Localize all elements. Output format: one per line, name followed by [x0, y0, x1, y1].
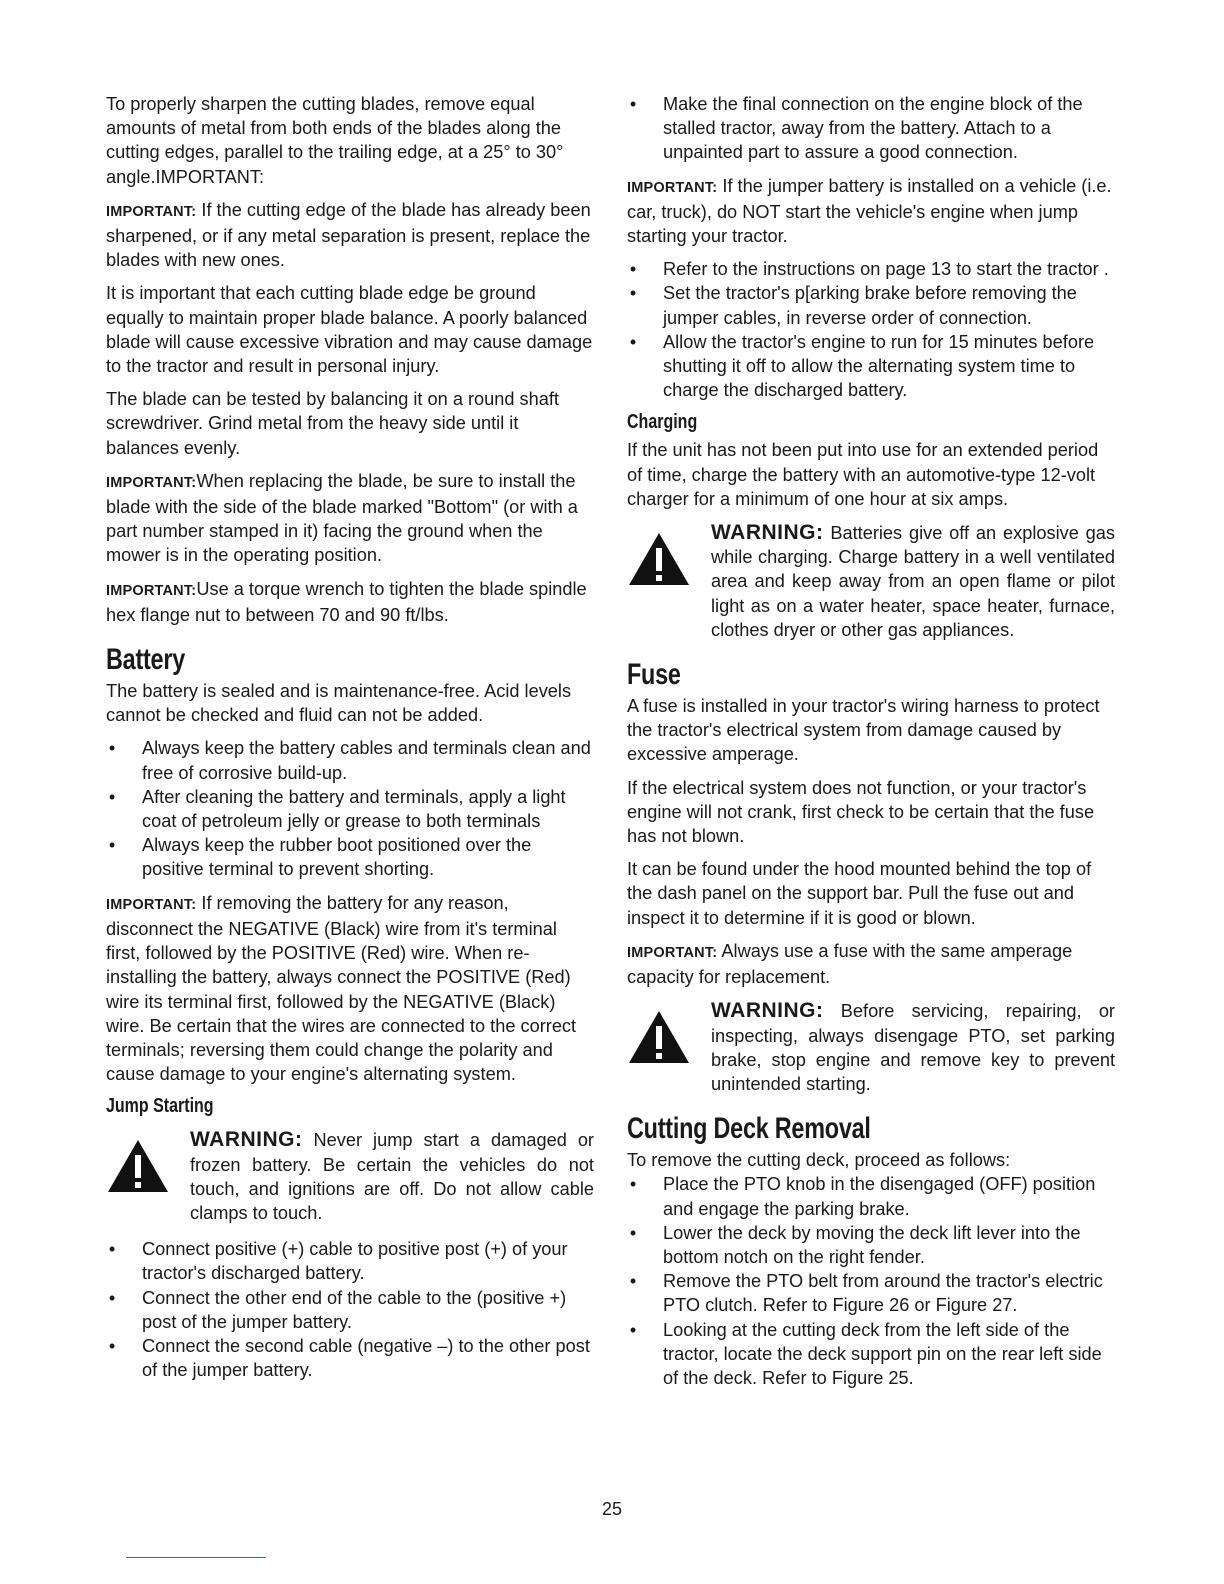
warning-label: WARNING: — [711, 521, 824, 545]
important-text: If the jumper battery is installed on a vehicle (i.e. car, truck), do NOT start the vehicle's engine when jump starting your tractor. — [627, 175, 1112, 247]
bullet-icon: • — [108, 786, 116, 807]
list-item — [106, 833, 594, 881]
jump-list — [106, 1237, 594, 1382]
list-item — [106, 1334, 594, 1382]
bullet-icon: • — [629, 331, 637, 352]
list-item — [106, 1286, 594, 1334]
list-item-text: Set the tractor's p[arking brake before removing the jumper cables, in reverse order of connection. — [663, 283, 1077, 328]
fuse-heading: Fuse — [627, 658, 681, 692]
warning-body: Batteries give off an explosive gas while charging. Charge battery in a well ventilated area and keep away from an open flame or pilot light as on a water heater, space heater, furnace, clothes dryer or other gas appliances. — [711, 523, 1115, 640]
list-item-text: Remove the PTO belt from around the tractor's electric PTO clutch. Refer to Figure 26 or Figure 27. — [663, 1271, 1103, 1316]
charging-paragraph: If the unit has not been put into use for an extended period of time, charge the battery with an automotive-type 12-volt charger for a minimum of one hour at six amps. — [627, 440, 1099, 509]
bullet-icon: • — [629, 94, 637, 114]
warning-jump-start — [106, 1128, 594, 1225]
important-label: IMPORTANT: — [627, 179, 718, 196]
bullet-icon: • — [108, 1287, 116, 1308]
warning-charging — [627, 521, 1115, 642]
battery-list — [106, 736, 594, 881]
important-text: Use a torque wrench to tighten the blade spindle hex flange nut to between 70 and 90 ft/lbs. — [106, 578, 587, 625]
important-note-4 — [106, 891, 594, 1087]
fuse-paragraph-2: If the electrical system does not function, or your tractor's engine will not crank, first check to be certain that the fuse has not blown. — [627, 777, 1095, 847]
important-text: If the cutting edge of the blade has already been sharpened, or if any metal separation is present, replace the blades with new ones. — [106, 199, 591, 271]
list-item-text: Refer to the instructions on page 13 to start the tractor . — [663, 259, 1109, 280]
bullet-icon: • — [108, 835, 116, 856]
bullet-icon: • — [108, 1239, 116, 1260]
deck-list — [627, 1172, 1115, 1390]
bullet-icon: • — [629, 1222, 637, 1243]
list-item-text: Always keep the battery cables and terminals clean and free of corrosive build-up. — [142, 738, 591, 783]
list-item — [106, 1237, 594, 1285]
deck-paragraph: To remove the cutting deck, proceed as follows: — [627, 1150, 1011, 1171]
test-paragraph: The blade can be tested by balancing it on a round shaft screwdriver. Grind metal from the heavy side until it balances evenly. — [106, 389, 559, 458]
list-item — [106, 785, 594, 833]
jump-list-continued — [627, 92, 1115, 165]
important-label: IMPORTANT: — [106, 582, 197, 599]
list-item-text: Looking at the cutting deck from the left side of the tractor, locate the deck support pin on the rear left side of the deck. Refer to Figure 25. — [663, 1319, 1102, 1388]
important-note-3 — [106, 577, 594, 627]
list-item-text: Allow the tractor's engine to run for 15 minutes before shutting it off to allow the alternating system time to charge the discharged battery. — [663, 331, 1095, 401]
warning-label: WARNING: — [190, 1128, 303, 1152]
important-label: IMPORTANT: — [106, 203, 197, 220]
fuse-paragraph-3: It can be found under the hood mounted behind the top of the dash panel on the support bar. Pull the fuse out and inspect it to determine if it is good or blown. — [627, 859, 1092, 928]
list-item — [627, 92, 1115, 165]
list-item — [627, 1318, 1115, 1391]
warning-label: WARNING: — [711, 999, 824, 1023]
important-note-2 — [106, 469, 594, 568]
sharpen-paragraph: To properly sharpen the cutting blades, remove equal amounts of metal from both ends of the blades along the cutting edges, parallel to the trailing edge, at a 25° to 30° angle.IMPORTANT: — [106, 94, 564, 187]
balance-paragraph: It is important that each cutting blade edge be ground equally to maintain proper blade balance. A poorly balanced blade will cause excessive vibration and may cause damage to the tractor and result in personal injury. — [106, 283, 593, 377]
bullet-icon: • — [108, 1335, 116, 1356]
bullet-icon: • — [629, 259, 637, 280]
important-note-1 — [106, 198, 594, 273]
warning-triangle-icon — [106, 1138, 170, 1194]
jump-starting-heading: Jump Starting — [106, 1095, 214, 1118]
important-label: IMPORTANT: — [627, 944, 718, 961]
bullet-icon: • — [629, 283, 637, 304]
bullet-icon: • — [108, 738, 116, 759]
important-note-5 — [627, 174, 1115, 249]
right-column — [627, 92, 1115, 1399]
bullet-icon: • — [629, 1271, 637, 1292]
warning-servicing — [627, 999, 1115, 1096]
list-item — [627, 281, 1115, 329]
list-item — [627, 257, 1115, 281]
list-item-text: Connect the second cable (negative –) to the other post of the jumper battery. — [142, 1335, 590, 1381]
list-item — [627, 330, 1115, 403]
battery-heading: Battery — [106, 643, 185, 677]
important-text: If removing the battery for any reason, disconnect the NEGATIVE (Black) wire from it's terminal first, followed by the POSITIVE (Red) wire. When re-installing the battery, always connect the POSITIVE (Red) wire its terminal first, followed by the NEGATIVE (Black) wire. Be certain that the wires are connected to the correct terminals; reversing them could change the polarity and cause damage to your engine's alternating system. — [106, 892, 577, 1085]
important-label: IMPORTANT: — [106, 474, 197, 491]
list-item-text: Connect the other end of the cable to the (positive +) post of the jumper battery. — [142, 1287, 567, 1332]
important-text: When replacing the blade, be sure to install the blade with the side of the blade marked "Bottom" (or with a part number stamped in it) facing the ground when the mower is in the operating position. — [106, 470, 578, 566]
important-note-6 — [627, 939, 1115, 989]
battery-paragraph: The battery is sealed and is maintenance-free. Acid levels cannot be checked and fluid can not be added. — [106, 681, 572, 726]
list-item — [627, 1269, 1115, 1317]
list-item-text: Always keep the rubber boot positioned over the positive terminal to prevent shorting. — [142, 835, 532, 880]
jump-list-2 — [627, 257, 1115, 402]
list-item-text: Connect positive (+) cable to positive post (+) of your tractor's discharged battery. — [142, 1239, 568, 1284]
charging-heading: Charging — [627, 411, 698, 434]
warning-triangle-icon — [627, 531, 691, 587]
list-item-text: Place the PTO knob in the disengaged (OFF) position and engage the parking brake. — [663, 1174, 1096, 1219]
list-item — [106, 736, 594, 784]
list-item-text: Make the final connection on the engine block of the stalled tractor, away from the battery. Attach to a unpainted part to assure a good connection. — [663, 94, 1083, 163]
warning-body: Before servicing, repairing, or inspecting, always disengage PTO, set parking brake, stop engine and remove key to prevent unintended starting. — [711, 1001, 1115, 1094]
deck-removal-heading: Cutting Deck Removal — [627, 1112, 871, 1146]
list-item-text: Lower the deck by moving the deck lift lever into the bottom notch on the right fender. — [663, 1222, 1081, 1267]
important-text: Always use a fuse with the same amperage capacity for replacement. — [627, 940, 1073, 988]
list-item-text: After cleaning the battery and terminals, apply a light coat of petroleum jelly or grease to both terminals — [142, 786, 566, 832]
important-label: IMPORTANT: — [106, 896, 197, 913]
warning-text — [190, 1128, 594, 1225]
warning-text — [711, 521, 1115, 642]
warning-text — [711, 999, 1115, 1096]
list-item — [627, 1221, 1115, 1269]
warning-body: Never jump start a damaged or frozen battery. Be certain the vehicles do not touch, and ignitions are off. Do not allow cable clamps to touch. — [190, 1130, 594, 1223]
footer-rule — [126, 1557, 266, 1558]
left-column — [106, 92, 594, 1391]
list-item — [627, 1172, 1115, 1220]
bullet-icon: • — [629, 1319, 637, 1340]
bullet-icon: • — [629, 1174, 637, 1195]
warning-triangle-icon — [627, 1009, 691, 1065]
page-number: 25 — [601, 1499, 623, 1519]
fuse-paragraph-1: A fuse is installed in your tractor's wiring harness to protect the tractor's electrical system from damage caused by excessive amperage. — [627, 696, 1100, 765]
